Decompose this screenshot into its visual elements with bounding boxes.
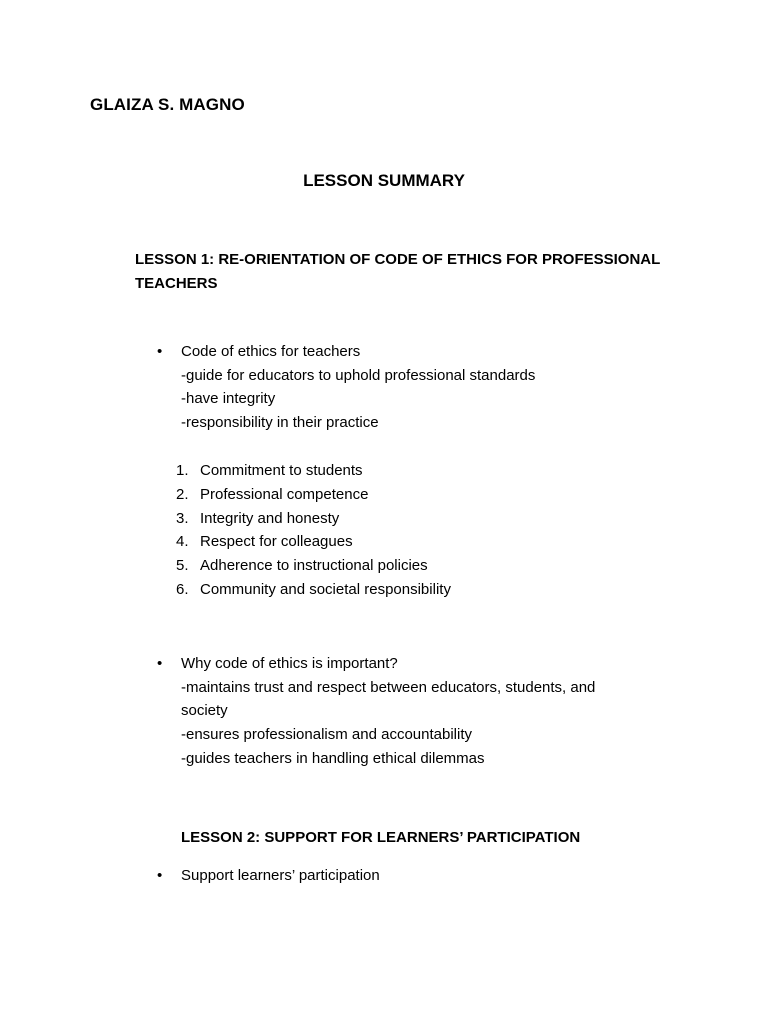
- lesson2-heading: LESSON 2: SUPPORT FOR LEARNERS’ PARTICIPATION: [181, 829, 581, 846]
- bullet-line: -guides teachers in handling ethical dilemmas: [181, 749, 485, 767]
- bullet-line: -ensures professionalism and accountability: [181, 726, 472, 744]
- list-text: Professional competence: [200, 485, 369, 503]
- bullet-icon: •: [157, 655, 163, 672]
- lesson1-heading: [135, 248, 695, 296]
- bullet-code-of-ethics: [157, 340, 677, 435]
- document-title: LESSON SUMMARY: [303, 171, 465, 190]
- list-number: 2.: [176, 485, 189, 503]
- list-text: Community and societal responsibility: [200, 580, 451, 598]
- lesson1-heading-line1: LESSON 1: RE-ORIENTATION OF CODE OF ETHICS FOR PROFESSIONAL: [135, 251, 661, 268]
- bullet-title: Code of ethics for teachers: [181, 343, 361, 360]
- bullet-line: -guide for educators to uphold professional standards: [181, 366, 536, 384]
- list-number: 3.: [176, 509, 189, 527]
- lesson1-heading-line2: TEACHERS: [135, 275, 218, 292]
- list-text: Respect for colleagues: [200, 533, 353, 551]
- list-item: [176, 530, 451, 554]
- bullet-why-important: [157, 652, 677, 771]
- numbered-list: [176, 459, 451, 602]
- list-text: Adherence to instructional policies: [200, 557, 428, 575]
- list-number: 4.: [176, 533, 189, 551]
- list-number: 1.: [176, 462, 189, 479]
- bullet-line: -responsibility in their practice: [181, 414, 379, 432]
- bullet-support-learners: [157, 864, 677, 888]
- list-number: 5.: [176, 557, 189, 575]
- list-item: [176, 483, 451, 507]
- bullet-title: Why code of ethics is important?: [181, 655, 398, 672]
- list-item: [176, 459, 451, 483]
- bullet-icon: •: [157, 867, 163, 884]
- list-number: 6.: [176, 580, 189, 598]
- bullet-line: society: [181, 702, 228, 720]
- bullet-line: -have integrity: [181, 390, 276, 408]
- list-item: [176, 554, 451, 578]
- list-text: Integrity and honesty: [200, 509, 340, 527]
- list-item: [176, 578, 451, 602]
- bullet-title: Support learners’ participation: [181, 867, 380, 884]
- list-text: Commitment to students: [200, 462, 363, 479]
- bullet-icon: •: [157, 343, 163, 360]
- bullet-line: -maintains trust and respect between educators, students, and: [181, 678, 596, 696]
- author-name: GLAIZA S. MAGNO: [90, 95, 245, 114]
- list-item: [176, 507, 451, 531]
